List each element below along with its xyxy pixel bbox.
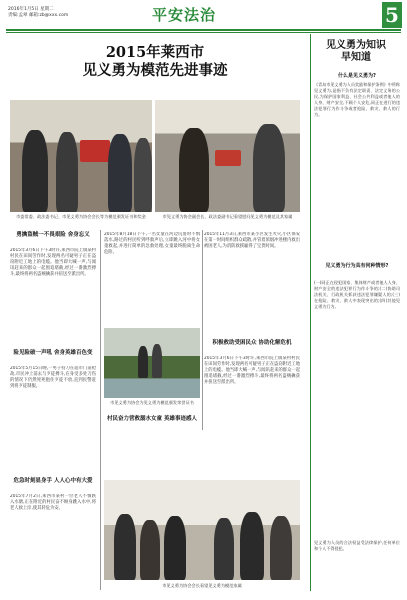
headline-line-2: 见义勇为模范先进事迹: [82, 62, 228, 79]
subheading-2: 险见险破一声吼 舍身英雄百色变: [13, 350, 93, 356]
paragraph-5: 2015年11月3日,莱西市某小区发生火灾,小区保安在第一时间组织群众疏散,并冒着浓烟冲进楼内救出被困老人,为消防救援赢得了宝贵时间。: [204, 232, 300, 250]
header-rule-thin: [6, 32, 401, 33]
photo-riverbank: [104, 328, 200, 398]
paragraph-3: 2015年7月2日,莱西市某村一位老人不慎跌入水塘,正在附近的村民奋不顾身跳入水中,将老人救上岸,使其转危为安。: [10, 494, 96, 512]
sidebar-title-line-2: 早知道: [341, 52, 371, 63]
sidebar-title-line-1: 见义勇为知识: [326, 40, 386, 51]
photo-meeting: [104, 480, 300, 580]
sidebar-question-1: 什么是见义勇为?: [338, 73, 376, 79]
subheading-4: 村民奋力营救溺水女童 英雄事迹感人: [107, 416, 197, 422]
paragraph-4: 2015年8月18日下午,一名女童在河边玩耍时不慎落水,路过的村民听到呼救声后,立即跳入河中将女童救起,并进行简单的急救处理,女童最终脱离生命危险。: [104, 232, 200, 256]
issue-date: 2016年1月5日 星期二: [8, 7, 54, 12]
section-title: 平安法治: [152, 6, 217, 24]
subheading-1: 勇擒盗贼一不畏艰险 舍身忘义: [16, 232, 90, 238]
subheading-3: 危急时刻显身手 人人心中有大爱: [13, 478, 93, 484]
page-number: 5: [382, 2, 402, 28]
headline-line-1: 2015年莱西市: [105, 44, 205, 61]
photo-caption-bottom: 市见义勇为协会会长看望见义勇为模范家属: [162, 583, 242, 588]
paragraph-1: 2015年3月6日下午3时许,莱西市院上镇某村村民在田间劳作时,发现两名可疑男子正在盗窃附近工地上的电缆。他当即大喊一声,与闻讯赶来的群众一起围追堵截,经过一番激烈搏斗,最终将两名盗贼擒获并扭送至派出所。: [10, 248, 96, 278]
photo-caption-right: 市见义勇为协会副会长、政法委副书记看望慰问见义勇为模范及其家属: [162, 214, 293, 219]
sidebar-footer: 见义勇为人员的合法权益受法律保护,任何单位和个人不得侵犯。: [314, 540, 400, 551]
photo-caption-mid: 市见义勇为协会为见义勇为模范颁发荣誉证书: [110, 400, 194, 405]
photo-caption-left: 市委常委、政法委书记、市见义勇为协会会长等为模范颁发证书和奖金: [16, 214, 146, 219]
paragraph-2: 2015年5月15日晚,一男子持刀在超市门前抢劫,市民冲上前去与歹徒搏斗,在身受多处刀伤的情况下仍然死死抱住歹徒不放,直到民警赶到将歹徒制服。: [10, 366, 96, 390]
subheading-5: 积极救助受困民众 协助化解危机: [212, 340, 292, 346]
sidebar-answer-1: 《青岛市见义勇为人员奖励和保护条例》中所称见义勇为,是指不负有法定职责、法定义务的公民,为保护国家利益、社会公共利益或者他人的人身、财产安全,不顾个人安危,同正在进行的违法犯罪行为作斗争或者抢险、救灾、救人的行为。: [314, 82, 400, 117]
column-divider-1: [100, 230, 101, 590]
photo-award-ceremony: [10, 100, 152, 212]
paragraph-5-cont: 2015年3月6日下午3时许,莱西市院上镇某村村民在田间劳作时,发现两名可疑男子正在盗窃附近工地上的电缆。他当即大喊一声,与闻讯赶来的群众一起围追堵截,经过一番激烈搏斗,最终将两名盗贼擒获并扭送至派出所。: [204, 356, 300, 386]
sidebar-question-2: 见义勇为行为具有何种情形?: [325, 263, 389, 269]
article-headline: [10, 44, 300, 80]
masthead-meta: [8, 7, 68, 19]
column-divider-2: [202, 230, 203, 430]
sidebar-title: [310, 40, 402, 64]
sidebar-answer-2: (一)同正在侵犯国家、集体财产或者他人人身、财产安全的违法犯罪行为作斗争的;(二)协助司法机关、行政机关抓获违法犯罪嫌疑人的;(三)在抢险、救灾、救人中表现突出的;(四)其他见义勇为行为。: [314, 280, 400, 309]
photo-visit-family: [155, 100, 300, 212]
header-rule: [6, 29, 401, 31]
editor-line: 责编:孟翠 邮箱:zb@xxx.com: [8, 13, 69, 18]
